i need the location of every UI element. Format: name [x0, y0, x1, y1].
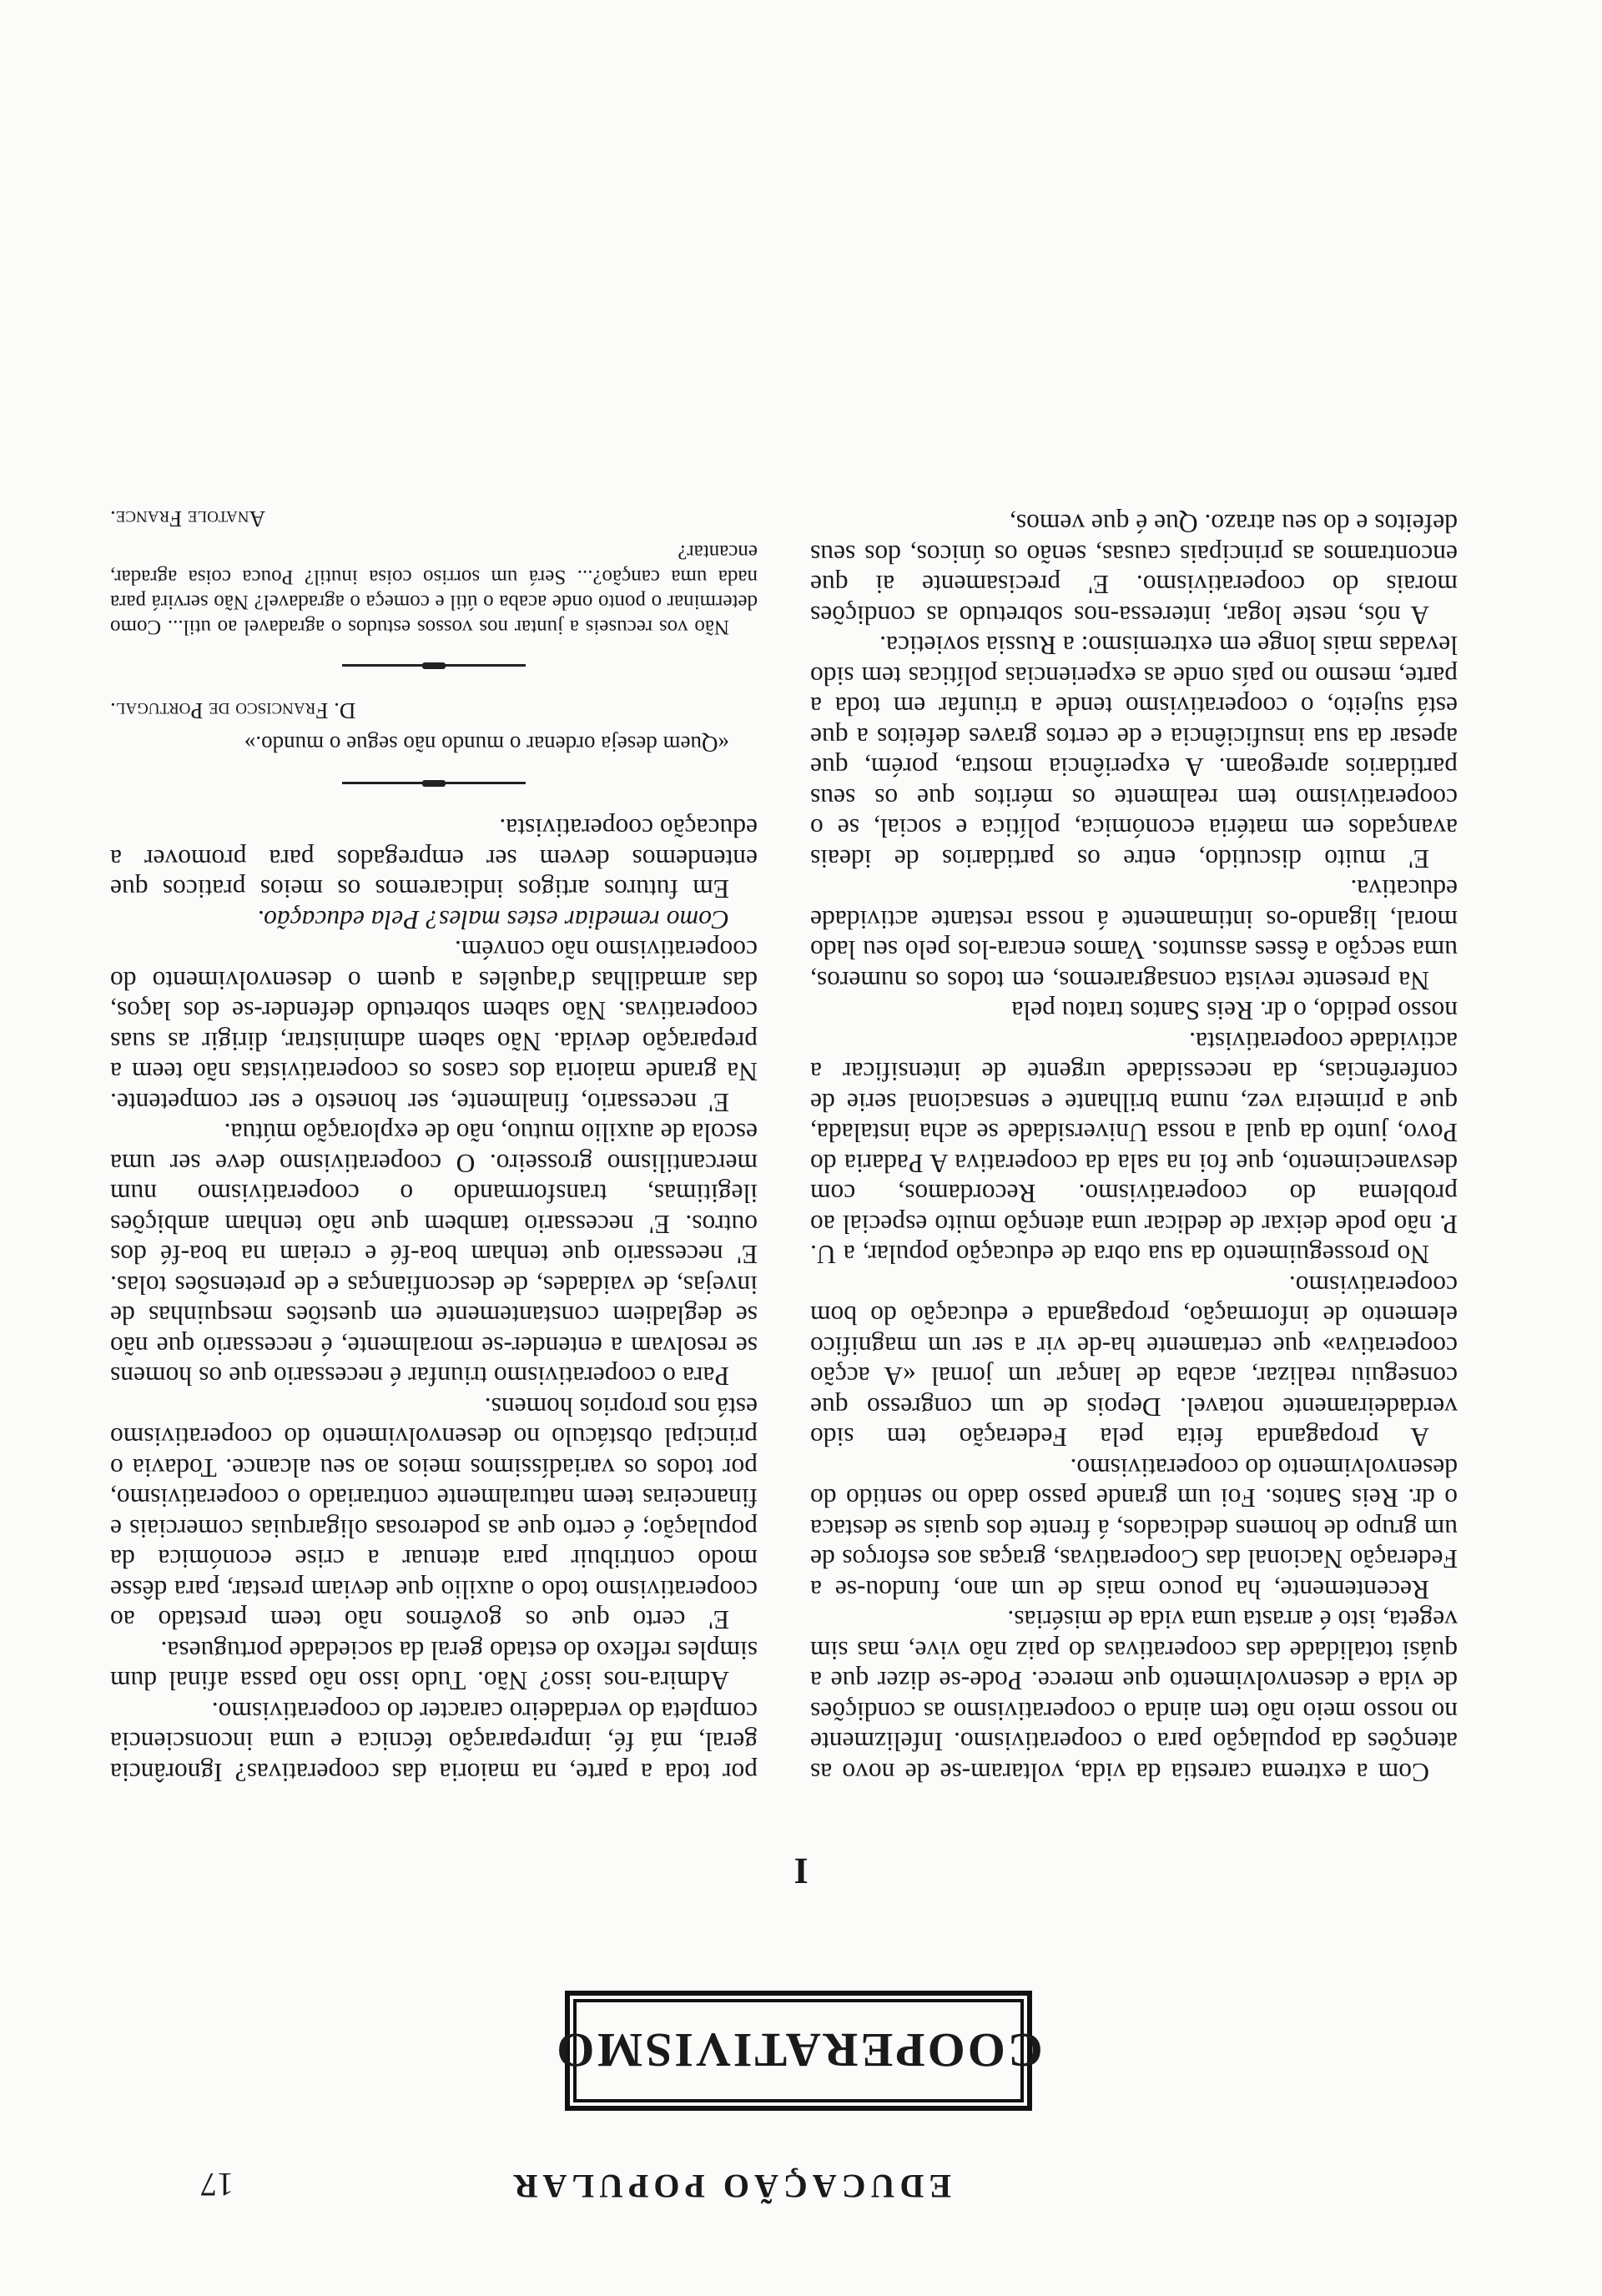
paragraph: E' certo que os govêrnos não teem prestado ao cooperativismo todo o auxilio que deviam prestar, para dêsse modo contribuir para atenuar a crise económica da população; é certo que as poderosas oligarquias comerciais e financeiras teem naturalmente contrariado o cooperativismo, por todos os variadíssimos meios ao seu alcance. Todavia o principal obstáculo no desenvolvimento do cooperativismo está nos proprios homens.: [110, 1392, 758, 1635]
left-column: [810, 508, 1458, 1787]
quote-attribution: D. Francisco de Portugal.: [110, 698, 356, 723]
paragraph: Recentemente, ha pouco mais de um ano, fundou-se a Federação Nacional das Cooperativas, graças aos esforços de um grupo de homens dedicados, á frente dos quais se destaca o dr. Reis Santos. Foi um grande passo dado no sentido do desenvolvimento do cooperativismo.: [810, 1453, 1458, 1604]
ornamental-divider: [110, 782, 758, 784]
article-title: COOPERATIVISMO: [554, 2023, 1043, 2078]
paragraph: No prosseguimento da sua obra de educação popular, a U. P. não pode deixar de dedicar uma atenção muito especial ao problema do cooperativismo. Recordamos, com desvanecimento, que foi na sala da cooperativa A Padaria do Povo, junto da qual a nossa Universidade se acha instalada, que a primeira vez, numa brilhante e sensacional serie de conferências, da necessidade urgente de intensificar a actividade cooperativista.: [810, 1027, 1458, 1270]
paragraph: Admira-nos isso? Não. Tudo isso não passa afinal dum simples reflexo do estado geral da sociedade portuguesa.: [110, 1636, 758, 1696]
right-column: [110, 504, 758, 1787]
page-number: 17: [200, 2166, 234, 2203]
ornamental-divider: [110, 665, 758, 667]
paragraph: Em futuros artigos indicaremos os meios praticos que entendemos devem ser empregados para promover a educação cooperativista.: [110, 813, 758, 904]
paragraph: Com a extrema carestia da vida, voltaram-se de novo as atenções da população para o cooperativismo. Infelizmente no nosso meio não tem ainda o cooperativismo as condições de vida e desenvolvimento que merece. Pode-se dizer que a quási totalidade das cooperativas do paiz não vive, mas sim vegeta, isto é arrasta uma vida de misérias.: [810, 1605, 1458, 1787]
section-number: I: [793, 1850, 809, 1891]
running-header: [200, 2156, 1418, 2206]
paragraph: E' muito discutido, entre os partidarios de ideais avançados em matéria económica, política e social, se o cooperativismo tem realmente os méritos que os seus partidarios apregoam. A experiência mostra, porém, que apesar da sua insuficiência e de certos graves defeitos a que está sujeito, o cooperativismo tende a triunfar em toda a parte, mesmo no país onde as experiencias políticas tem sido levadas mais longe em extremismo: a Russia sovietica.: [810, 631, 1458, 874]
paragraph: A propaganda feita pela Federação tem sido verdadeiramente notavel. Depois de um congresso que conseguiu realizar, acaba de lançar um jornal «A acção cooperativa» que certamente ha-de vir a ser um magnifico elemento de informação, propaganda e educação do bom cooperativismo.: [810, 1271, 1458, 1453]
paragraph-continuation: por toda a parte, na maioria das cooperativas? Ignorância geral, má fé, impreparação técnica e uma inconsciencia completa do verdadeiro caracter do cooperativismo.: [110, 1697, 758, 1787]
paragraph: Como remediar estes males? Pela educação.: [257, 905, 729, 934]
running-title: EDUCAÇÃO POPULAR: [508, 2168, 951, 2205]
paragraph: Na presente revista consagraremos, em todos os numeros, uma secção a êsses assuntos. Vamos encara-los pelo seu lado moral, ligando-os intimamente á nossa restante actividade educativa.: [810, 874, 1458, 995]
epigraph-quote: «Quem deseja ordenar o mundo não segue o mundo.»: [244, 732, 729, 757]
paragraph: Para o cooperativismo triunfar é necessario que os homens se resolvam a entender-se moralmente, é necessario que não se degladiem constantemente em questões mesquinhas de invejas, de vaidades, de desconfianças e de pretensões tolas. E' necessario que tenham boa-fé e creiam na boa-fé dos outros. E' necessario tambem que não tenham ambições ilegitimas, transformando o cooperativismo num mercantilismo grosseiro. O cooperativismo deve ser uma escola de auxilio mutuo, não de exploração mútua.: [110, 1118, 758, 1392]
paragraph: A nós, neste logar, interessa-nos sobretudo as condições morais do cooperativismo. E' precisamente ai que encontramos as principais causas, senão os únicos, dos seus defeitos e do seu atrazo. Que é que vemos,: [810, 509, 1458, 630]
paragraph-continuation: nosso pedido, o dr. Reis Santos tratou pela: [1011, 996, 1458, 1026]
article-title-box: [554, 1991, 1043, 2111]
paragraph: E' necessario, finalmente, ser honesto e ser competente. Na grande maioria dos casos os cooperativistas não teem a preparação devida. Não sabem administrar, dirigir as suas cooperativas. Não sabem sobretudo defender-se dos laços, das armadilhas d'aquêles a quem o desenvolvimento do cooperativismo não convém.: [110, 935, 758, 1117]
epigraph-quote: Não vos recuseis a juntar nos vossos estudos o agradavel ao util... Como determinar o ponto onde acaba o útil e começa o agradavel? Não servirá para nada uma canção?... Será um sorriso coisa inutil? Pouca coisa agradar, encantar?: [110, 541, 758, 639]
quote-attribution: Anatole France.: [110, 506, 265, 532]
